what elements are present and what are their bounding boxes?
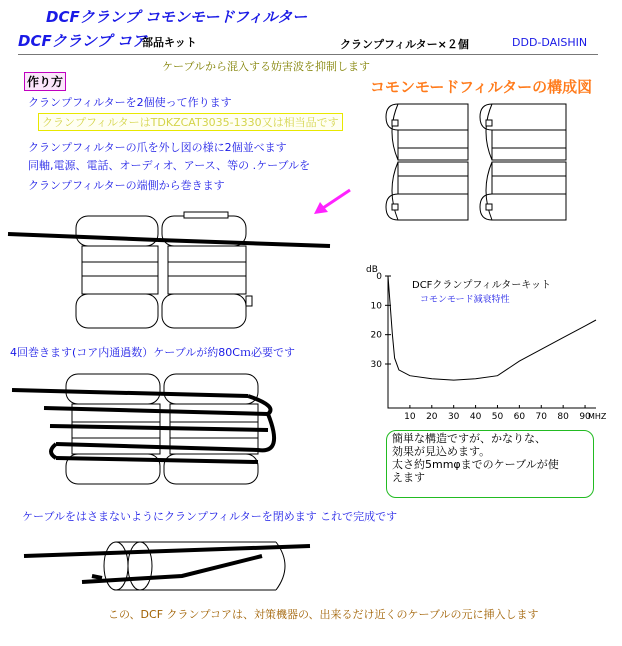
chart-series-line: [388, 276, 596, 380]
insertion-note: この、DCF クランプコアは、対策機器の、出来るだけ近くのケーブルの元に挿入します: [108, 608, 539, 621]
config-diagram-title: コモンモードフィルターの構成図: [370, 78, 593, 96]
x-tick-label: 90: [579, 412, 591, 422]
x-tick-label: 70: [535, 412, 547, 422]
closed-filter-diagram: [20, 536, 320, 602]
tagline: ケーブルから混入する妨害波を抑制します: [162, 60, 371, 73]
x-tick-label: 50: [491, 412, 504, 422]
info-line-2: 効果が見込めます。: [392, 445, 491, 458]
part-note: クランプフィルターはTDKZCAT3035-1330又は相当品です: [38, 113, 343, 131]
x-tick-label: 80: [557, 412, 569, 422]
info-line-1: 簡単な構造ですが、かなりな、: [392, 432, 546, 445]
chart-title: DCFクランプフィルターキット: [412, 280, 552, 291]
step-2-text: クランプフィルターの爪を外し図の様に2個並べます: [28, 141, 287, 154]
y-tick-label: 20: [370, 330, 382, 341]
assembly-diagram-step1: [8, 208, 338, 338]
x-tick-label: 30: [447, 412, 460, 422]
sub-title-suffix: 部品キット: [142, 36, 197, 49]
step-3-text: 同軸,電源、電話、オーディオ、アース、等の .ケーブルを: [28, 159, 311, 172]
x-tick-label: 40: [469, 412, 482, 422]
info-line-4: えます: [392, 471, 425, 484]
y-tick-label: 0: [376, 272, 382, 282]
header-divider: [18, 54, 598, 55]
brand-label: DDD-DAISHIN: [512, 36, 588, 49]
step-5-text: 4回巻きます(コア内通過数）ケーブルが約80Cｍ必要です: [10, 346, 295, 359]
chart-subtitle: コモンモード減衰特性: [420, 295, 510, 305]
main-title: DCFクランプ コモンモードフィルター: [46, 8, 308, 26]
attenuation-chart: [356, 262, 612, 422]
assembly-diagram-step2: [8, 366, 308, 496]
chart-y-axis-label: dB: [366, 265, 378, 275]
y-tick-label: 30: [370, 360, 382, 370]
chart-x-axis-label: MHZ: [588, 412, 607, 421]
step-4-text: クランプフィルターの端側から巻きます: [28, 179, 225, 192]
sub-title: DCFクランプ コア: [18, 32, 147, 50]
config-diagram: [380, 100, 580, 228]
y-tick-label: 10: [370, 301, 382, 312]
step-1-text: クランプフィルターを2個使って作ります: [28, 96, 232, 109]
x-tick-label: 20: [426, 412, 438, 422]
product-label: クランプフィルター×２個: [340, 38, 469, 51]
info-text: [392, 432, 592, 484]
step-6-text: ケーブルをはさまないようにクランプフィルターを閉めます これで完成です: [22, 510, 398, 523]
x-tick-label: 10: [404, 412, 416, 422]
x-tick-label: 60: [513, 412, 526, 422]
howto-heading: 作り方: [24, 72, 66, 91]
info-line-3: 太さ約5mmφまでのケーブルが使: [392, 458, 559, 471]
